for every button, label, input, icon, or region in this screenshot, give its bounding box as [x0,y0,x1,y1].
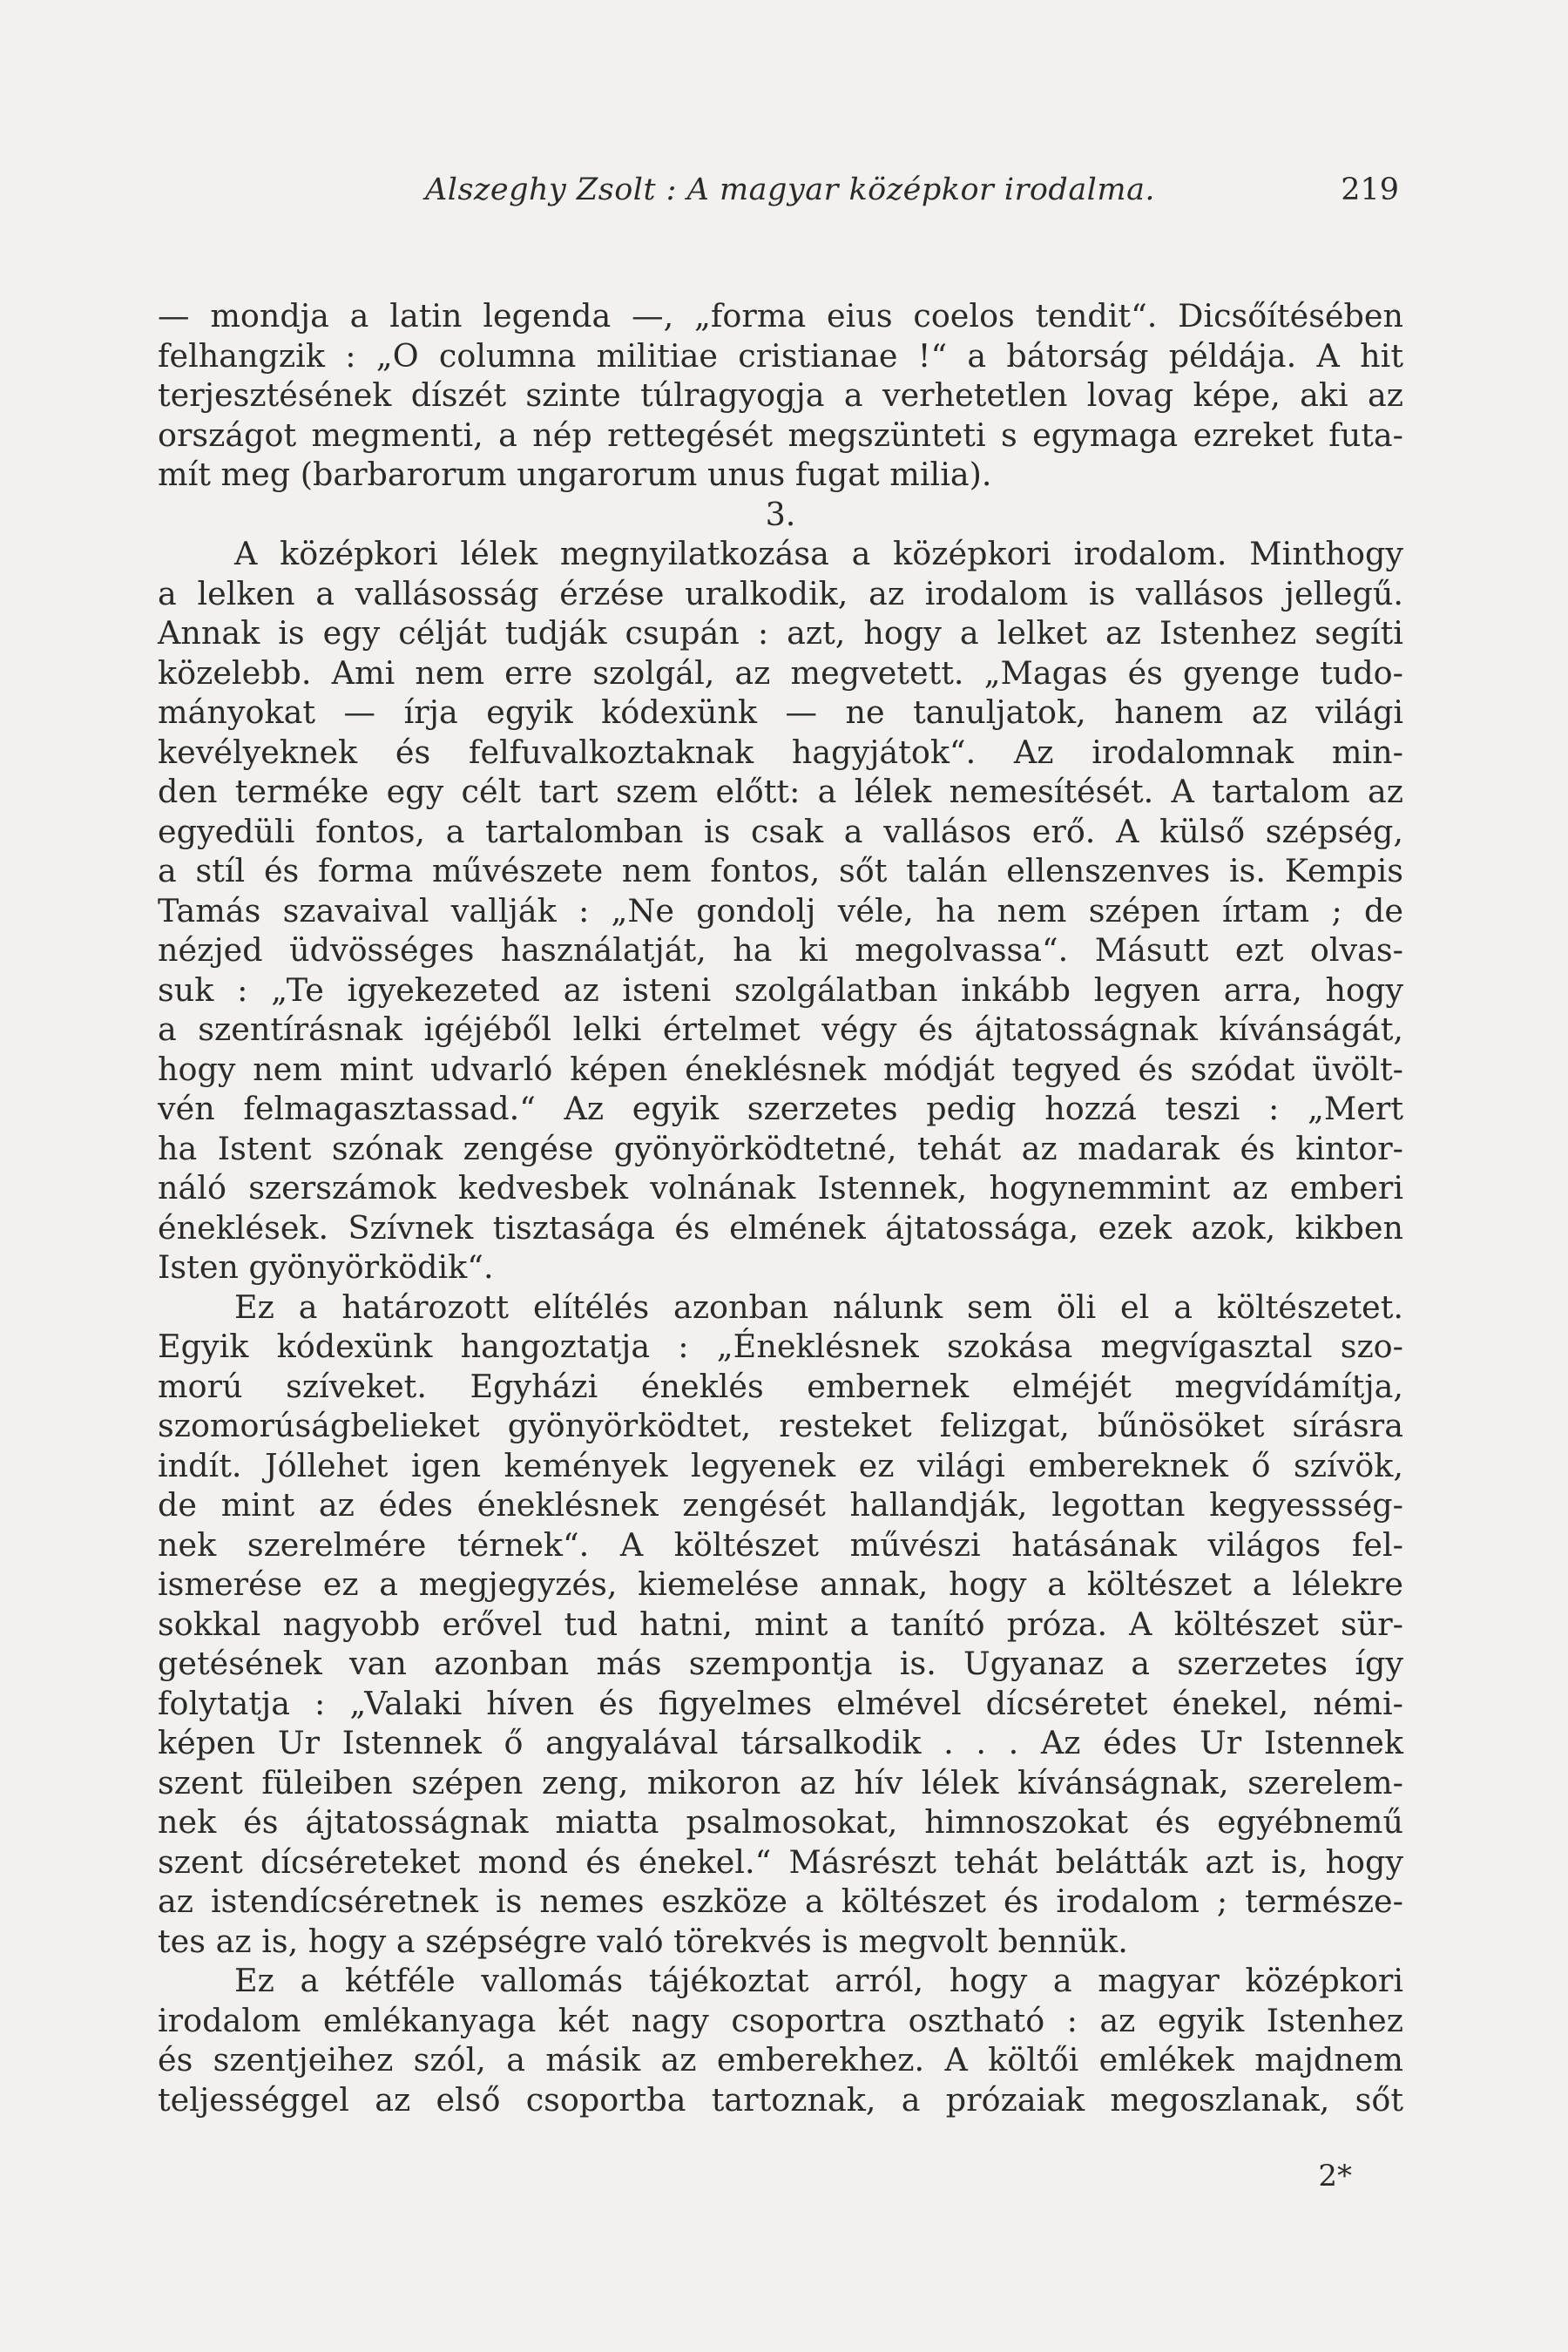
text-line: indít. Jóllehet igen kemények legyenek ez világi embereknek ő szívök, [158,1446,1403,1484]
signature-mark: 2* [1318,2159,1352,2193]
text-line: Ez a határozott elítélés azonban nálunk sem öli el a költészetet. [234,1288,1403,1326]
text-line: nek szerelmére térnek“. A költészet művészi hatásának világos fel- [158,1525,1403,1564]
text-line: den terméke egy célt tart szem előtt: a lélek nemesítését. A tartalom az [158,773,1403,810]
text-line: ha Istent szónak zengése gyönyörködtetné, tehát az madarak és kintor- [158,1129,1403,1167]
text-line: mít meg (barbarorum ungarorum unus fugat milia). [158,456,992,493]
text-line: de mint az édes éneklésnek zengését hallandják, legottan kegyessség- [158,1486,1403,1524]
text-line: tes az is, hogy a szépségre való törekvés is megvolt bennük. [158,1922,1128,1960]
text-line: terjesztésének díszét szinte túlragyogja a verhetetlen lovag képe, aki az [158,376,1403,414]
text-line: nek és ájtatosságnak miatta psalmosokat, himnoszokat és egyébnemű [158,1803,1403,1841]
page-number: 219 [1341,172,1399,207]
text-line: A középkori lélek megnyilatkozása a középkori irodalom. Minthogy [234,535,1403,572]
text-line: Ez a kétféle vallomás tájékoztat arról, hogy a magyar középkori [234,1962,1403,1999]
text-line: Egyik kódexünk hangoztatja : „Éneklésnek szokása megvígasztal szo- [158,1328,1403,1365]
text-line: vén felmagasztassad.“ Az egyik szerzetes pedig hozzá teszi : „Mert [158,1090,1403,1127]
running-header [425,172,1399,214]
text-line: náló szerszámok kedvesbek volnának Istennek, hogynemmint az emberi [158,1169,1403,1206]
text-line: a lelken a vallásosság érzése uralkodik, az irodalom is vallásos jellegű. [158,574,1403,612]
text-line: szomorúságbelieket gyönyörködtet, resteket felizgat, bűnösöket sírásra [158,1407,1403,1444]
text-line: morú szíveket. Egyházi éneklés embernek elméjét megvídámítja, [158,1367,1403,1405]
text-line: a stíl és forma művészete nem fontos, sőt talán ellenszenves is. Kempis [158,852,1403,889]
text-line: Isten gyönyörködik“. [158,1248,494,1286]
text-line: közelebb. Ami nem erre szolgál, az megvetett. „Magas és gyenge tudo- [158,653,1403,692]
text-line: és szentjeihez szól, a másik az emberekhez. A költői emlékek majdnem [158,2041,1403,2078]
text-line: felhangzik : „O columna militiae cristianae !“ a bátorság példája. A hit [158,336,1403,375]
text-line: a szentírásnak igéjéből lelki értelmet végy és ájtatosságnak kívánságát, [158,1010,1403,1048]
text-line: országot megmenti, a nép rettegését megszünteti s egymaga ezreket futa- [158,416,1403,454]
text-line: hogy nem mint udvarló képen éneklésnek módját tegyed és szódat üvölt- [158,1050,1403,1088]
text-line: folytatja : „Valaki híven és figyelmes elmével dícséretet énekel, némi- [158,1684,1403,1722]
text-line: kevélyeknek és felfuvalkoztaknak hagyjátok“. Az irodalomnak min- [158,733,1403,771]
text-line: — mondja a latin legenda —, „forma eius coelos tendit“. Dicsőítésében [158,297,1403,335]
text-line: sokkal nagyobb erővel tud hatni, mint a tanító próza. A költészet sür- [158,1605,1403,1643]
body-text [158,296,1403,2119]
text-line: szent dícséreteket mond és énekel.“ Másrészt tehát belátták azt is, hogy [158,1842,1403,1881]
text-line: ismerése ez a megjegyzés, kiemelése annak, hogy a költészet a lélekre [158,1565,1403,1603]
text-line: éneklések. Szívnek tisztasága és elmének ájtatossága, ezek azok, kikben [158,1208,1403,1247]
text-line: szent füleiben szépen zeng, mikoron az hív lélek kívánságnak, szerelem- [158,1763,1403,1801]
text-line: az istendícséretnek is nemes eszköze a költészet és irodalom ; természe- [158,1882,1403,1920]
text-line: nézjed üdvösséges használatját, ha ki megolvassa“. Másutt ezt olvas- [158,931,1403,969]
section-number: 3. [765,495,796,533]
text-line: képen Ur Istennek ő angyalával társalkodik . . . Az édes Ur Istennek [158,1724,1403,1761]
text-line: teljességgel az első csoportba tartoznak, a prózaiak megoszlanak, sőt [158,2080,1403,2119]
text-line: suk : „Te igyekezeted az isteni szolgálatban inkább legyen arra, hogy [158,970,1403,1009]
text-line: irodalom emlékanyaga két nagy csoportra osztható : az egyik Istenhez [158,2001,1403,2039]
text-line: mányokat — írja egyik kódexünk — ne tanuljatok, hanem az világi [158,693,1403,731]
text-line: Annak is egy célját tudják csupán : azt, hogy a lelket az Istenhez segíti [158,614,1403,652]
text-line: egyedüli fontos, a tartalomban is csak a vallásos erő. A külső szépség, [158,812,1403,850]
running-title: Alszeghy Zsolt : A magyar középkor irodalma. [425,172,1156,207]
text-line: Tamás szavaival vallják : „Ne gondolj véle, ha nem szépen írtam ; de [158,891,1403,929]
text-line: getésének van azonban más szempontja is. Ugyanaz a szerzetes így [158,1645,1403,1682]
